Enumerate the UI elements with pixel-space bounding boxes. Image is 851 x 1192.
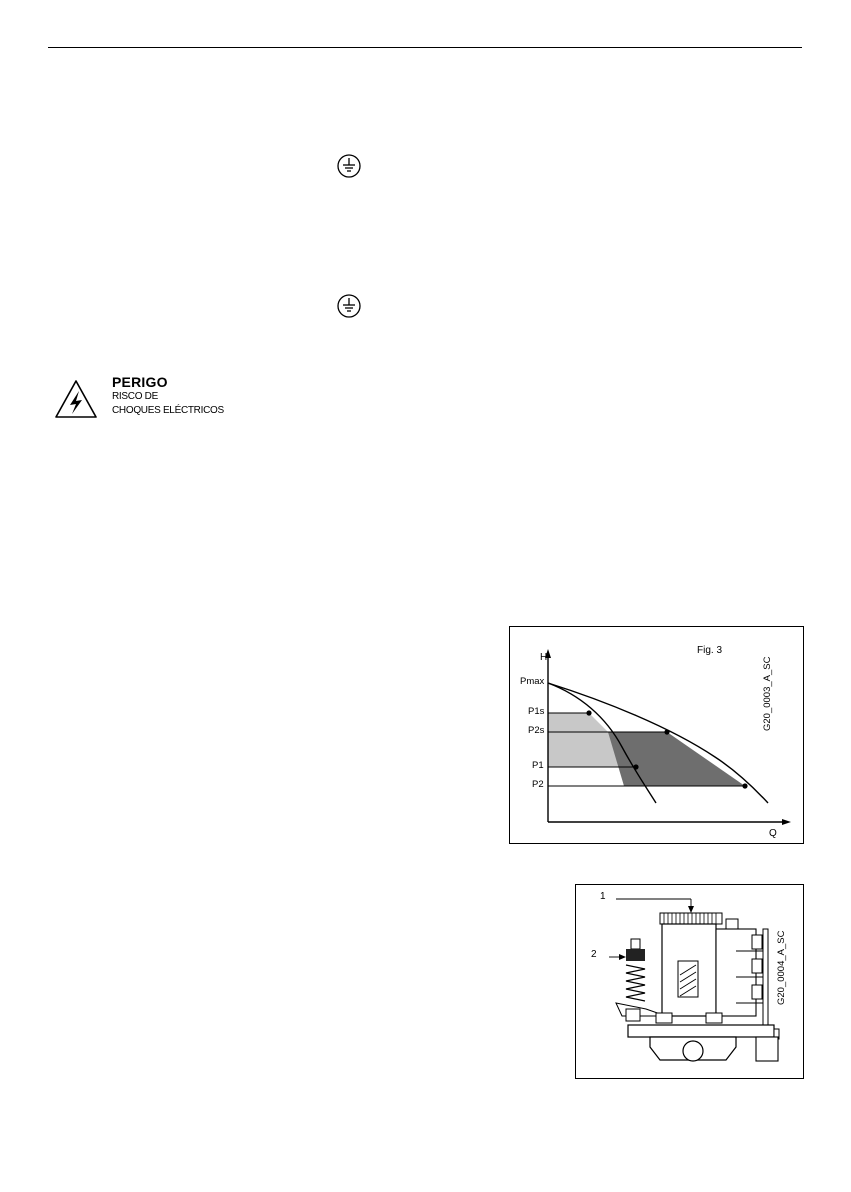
warning-line-2: CHOQUES ELÉCTRICOS (112, 405, 224, 416)
level-label-pmax: Pmax (520, 676, 545, 687)
level-label-p1s: P1s (528, 706, 545, 717)
fig4-pressure-switch-drawing (575, 884, 804, 1079)
level-label-p2: P2 (532, 779, 544, 790)
warning-title: PERIGO (112, 374, 168, 390)
ground-symbol-icon (336, 153, 362, 179)
danger-warning (54, 374, 254, 422)
fig3-pump-curve-diagram (509, 626, 804, 844)
fig3-label: Fig. 3 (697, 645, 723, 656)
axis-x-label: Q (769, 828, 777, 839)
fig4-code: G20_0004_A_SC (776, 930, 787, 1005)
header-rule (48, 47, 802, 48)
level-label-p2s: P2s (528, 725, 545, 736)
axis-y-label: H (540, 652, 548, 663)
level-label-p1: P1 (532, 760, 544, 771)
fig3-code: G20_0003_A_SC (762, 656, 773, 731)
ground-symbol-icon (336, 293, 362, 319)
electric-hazard-icon (54, 379, 98, 419)
callout-1: 1 (600, 891, 606, 902)
warning-line-1: RISCO DE (112, 391, 158, 402)
callout-2: 2 (591, 949, 597, 960)
